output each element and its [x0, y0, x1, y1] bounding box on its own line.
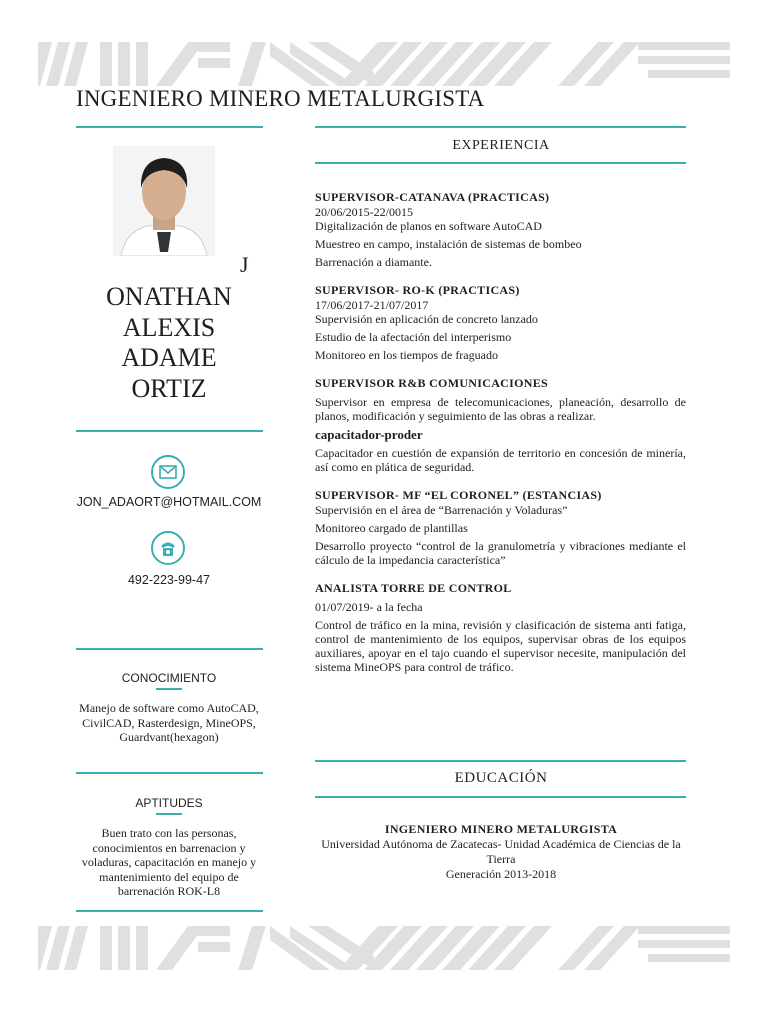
job-duty: Supervisión en aplicación de concreto lanzado	[315, 312, 538, 326]
divider	[76, 430, 263, 432]
name-initial: J	[240, 252, 249, 277]
job-title: ANALISTA TORRE DE CONTROL	[315, 581, 512, 595]
divider	[315, 126, 686, 128]
degree-title: INGENIERO MINERO METALURGISTA	[384, 822, 618, 836]
job-title: SUPERVISOR-CATANAVA (PRACTICAS)	[315, 190, 550, 204]
experience-list	[315, 190, 686, 688]
heading-underline	[156, 813, 182, 815]
job-duty: Supervisión en el área de “Barrenación y Voladuras”	[315, 503, 568, 517]
skills-text: Buen trato con las personas, conocimientos en barrenacion y voladuras, capacitación en manejo y mantenimiento del equipo de barrenación ROK-L8	[81, 826, 257, 898]
name-line: ORTIZ	[131, 373, 207, 403]
profile-photo	[113, 146, 215, 256]
job-subtitle: capacitador-proder	[315, 427, 423, 442]
job-duty: Supervisor en empresa de telecomunicaciones, planeación, desarrollo de planos, modificación y seguimiento de las obras a realizar.	[315, 395, 686, 423]
divider	[76, 910, 263, 912]
job-duty: Capacitador en cuestión de expansión de territorio en concesión de minería, así como en plática de seguridad.	[315, 446, 686, 474]
decorative-stripe-band-top	[38, 42, 730, 86]
job-date: 01/07/2019- a la fecha	[315, 600, 423, 614]
school-name: Universidad Autónoma de Zacatecas- Unidad Académica de Ciencias de la Tierra	[321, 837, 681, 866]
email-text[interactable]: JON_ADAORT@HOTMAIL.COM	[76, 495, 262, 509]
job-entry	[315, 190, 686, 269]
job-duty: Monitoreo en los tiempos de fraguado	[315, 348, 498, 362]
job-entry	[315, 581, 686, 674]
job-date: 20/06/2015-22/0015	[315, 205, 413, 219]
divider	[315, 796, 686, 798]
job-duty: Monitoreo cargado de plantillas	[315, 521, 468, 535]
education-entry	[316, 822, 686, 882]
job-duty: Estudio de la afectación del interperismo	[315, 330, 512, 344]
name-line: ONATHAN	[106, 282, 232, 311]
job-entry	[315, 376, 686, 474]
telephone-icon	[151, 531, 185, 565]
heading-underline	[156, 688, 182, 690]
full-name	[76, 282, 262, 404]
experience-heading: EXPERIENCIA	[452, 138, 550, 153]
divider	[315, 162, 686, 164]
job-entry	[315, 283, 686, 362]
job-duty: Digitalización de planos en software AutoCAD	[315, 219, 542, 233]
job-title: SUPERVISOR- MF “EL CORONEL” (ESTANCIAS)	[315, 488, 602, 502]
job-duty: Muestreo en campo, instalación de sistemas de bombeo	[315, 237, 582, 251]
generation-years: Generación 2013-2018	[445, 867, 557, 881]
knowledge-text: Manejo de software como AutoCAD, CivilCAD, Rasterdesign, MineOPS, Guardvant(hexagon)	[79, 701, 259, 744]
job-date: 17/06/2017-21/07/2017	[315, 298, 429, 312]
divider	[76, 772, 263, 774]
divider	[315, 760, 686, 762]
divider	[76, 126, 263, 128]
decorative-stripe-band-bottom	[38, 926, 730, 970]
name-line: ALEXIS	[122, 312, 216, 342]
knowledge-heading: CONOCIMIENTO	[121, 671, 217, 685]
skills-heading: APTITUDES	[135, 796, 203, 810]
job-duty: Barrenación a diamante.	[315, 255, 432, 269]
job-duty: Control de tráfico en la mina, revisión y clasificación de sistema anti fatiga, control de mantenimiento de los equipos, supervisar obras de los equipos auxiliares, apoyar en el tajo cuando el supervisor necesite, manipulación del sistema MineOPS para control de tráfico.	[315, 618, 686, 674]
job-entry	[315, 488, 686, 567]
name-line: ADAME	[121, 343, 217, 372]
job-title: SUPERVISOR R&B COMUNICACIONES	[315, 376, 548, 390]
education-heading: EDUCACIÓN	[454, 770, 548, 786]
phone-text[interactable]: 492-223-99-47	[127, 573, 210, 587]
envelope-icon	[151, 455, 185, 489]
job-duty: Desarrollo proyecto “control de la granulometría y vibraciones mediante el cálculo de la impedancia característica”	[315, 539, 686, 567]
divider	[76, 648, 263, 650]
job-title: SUPERVISOR- RO-K (PRACTICAS)	[315, 283, 520, 297]
resume-headline-role: INGENIERO MINERO METALURGISTA	[76, 86, 485, 111]
